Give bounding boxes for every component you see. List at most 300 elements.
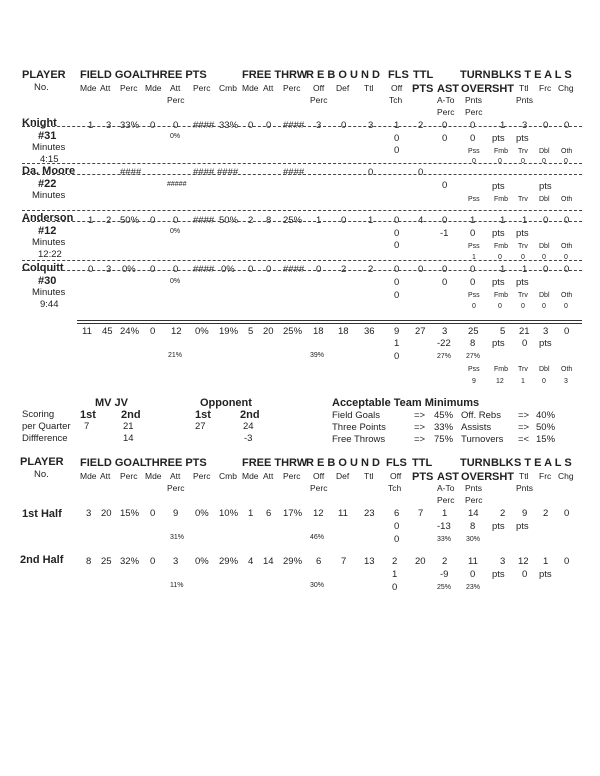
tp-att-perc: 31% xyxy=(170,534,185,541)
pss-value: 0 xyxy=(472,303,476,310)
tp-made-header: Mde xyxy=(145,471,162,481)
oth-value: 0 xyxy=(564,303,568,310)
totals-rule xyxy=(77,320,582,321)
ast: 2 xyxy=(442,556,448,567)
opp-second-header: 2nd xyxy=(240,409,260,421)
combined-perc: 19% xyxy=(219,326,239,337)
ast: 1 xyxy=(442,508,448,519)
fg-att: 3 xyxy=(106,120,112,131)
fg-made: 1 xyxy=(88,215,94,226)
steal-ttl-2: 0 xyxy=(522,338,528,349)
sht-pts-label: pts xyxy=(492,569,505,580)
ft-perc-header: Perc xyxy=(283,471,301,481)
opp-q1: 27 xyxy=(195,421,206,432)
min-or-label: Off. Rebs xyxy=(461,410,501,421)
steals-header: S T E A L S xyxy=(514,457,572,469)
steal-ttl-2: 0 xyxy=(522,569,528,580)
difference-label: Diffference xyxy=(22,433,68,444)
frc: 0 xyxy=(543,120,549,131)
combined-header: Cmb xyxy=(219,471,237,481)
over-perc-header: Perc xyxy=(465,495,483,505)
ft-made: 5 xyxy=(248,326,254,337)
tp-perc-header: Perc xyxy=(193,83,211,93)
over-perc: 23% xyxy=(466,584,481,591)
ft-made: 2 xyxy=(248,215,254,226)
steal-ttl: 1 xyxy=(522,264,528,275)
ft-perc-header: Perc xyxy=(283,83,301,93)
tp-made: 0 xyxy=(150,556,156,567)
reb-ttl: 23 xyxy=(364,508,375,519)
tp-made: 0 xyxy=(150,120,156,131)
tp-att: 0 xyxy=(173,264,179,275)
over-header: OVER xyxy=(461,83,493,95)
total-header: TTL xyxy=(412,457,433,469)
fls-3: 0 xyxy=(394,145,400,156)
ft-att: 0 xyxy=(266,120,272,131)
ft-made: 1 xyxy=(248,508,254,519)
fg-perc: #### xyxy=(120,167,142,178)
reb-off-header: Off xyxy=(313,83,325,93)
fg-att: 25 xyxy=(101,556,112,567)
field-goal-header: FIELD GOAL xyxy=(80,457,147,469)
frc-header: Frc xyxy=(539,471,552,481)
steal-ttl: 21 xyxy=(519,326,530,337)
player-header: PLAYER xyxy=(22,69,66,81)
trv-label: Trv xyxy=(518,366,528,373)
fls-1: 1 xyxy=(394,120,400,131)
block-header: BLK xyxy=(491,69,514,81)
arrow: =< xyxy=(518,434,530,445)
fouls-header: FLS xyxy=(386,457,407,469)
rebound-header: R E B O U N D xyxy=(306,457,380,469)
ast-to: 0 xyxy=(442,277,448,288)
dbl-label: Dbl xyxy=(539,196,550,203)
reb-def: 0 xyxy=(341,120,347,131)
oth-value: 3 xyxy=(564,378,568,385)
first-header: 1st xyxy=(80,409,96,421)
fmb-label: Fmb xyxy=(494,292,508,299)
ft-att: 0 xyxy=(266,264,272,275)
tp-made: 0 xyxy=(150,326,156,337)
steal-pts-label: pts xyxy=(516,228,529,239)
chg: 0 xyxy=(564,264,570,275)
sht-header: SHT xyxy=(492,83,514,95)
ft-perc: 25% xyxy=(283,215,303,226)
fls-2: 0 xyxy=(394,521,400,532)
steal-ttl-header: Ttl xyxy=(519,471,529,481)
arrow: => xyxy=(414,422,426,433)
tp-att: 0 xyxy=(173,120,179,131)
turn-header: TURN xyxy=(460,69,491,81)
dbl-value: 0 xyxy=(542,378,546,385)
tp-perc: #### xyxy=(193,215,215,226)
fg-att: 45 xyxy=(102,326,113,337)
sht-pts-label: pts xyxy=(492,338,505,349)
steal-ttl: 3 xyxy=(522,120,528,131)
chg: 0 xyxy=(564,508,570,519)
fls-3: 0 xyxy=(394,351,400,362)
fg-made: 8 xyxy=(86,556,92,567)
pts: 20 xyxy=(415,556,426,567)
fg-perc-header: Perc xyxy=(120,83,138,93)
ft-att: 6 xyxy=(266,508,272,519)
steal-ttl-header: Ttl xyxy=(519,83,529,93)
tp-perc-header: Perc xyxy=(193,471,211,481)
reb-off: 3 xyxy=(316,120,322,131)
dbl-value: 0 xyxy=(542,254,546,261)
fg-perc: 0% xyxy=(122,264,136,275)
tp-perc: #### xyxy=(193,167,215,178)
ato-perc-header: Perc xyxy=(437,495,455,505)
minutes-value: 9:44 xyxy=(40,299,59,310)
fls-2: 0 xyxy=(394,277,400,288)
min-as-value: 50% xyxy=(536,422,556,433)
tp-perc: 0% xyxy=(195,326,209,337)
total-header: TTL xyxy=(413,69,434,81)
fls-2: 1 xyxy=(394,338,400,349)
ast-header: AST xyxy=(437,471,459,483)
scoring-label: Scoring xyxy=(22,409,55,420)
pss-label: Pss xyxy=(468,196,480,203)
sht: 1 xyxy=(500,215,506,226)
ast-to: 0 xyxy=(442,180,448,191)
tp-att-perc: 0% xyxy=(170,133,181,140)
pts: 2 xyxy=(418,120,424,131)
reb-def: 11 xyxy=(338,508,348,519)
ft-made-header: Mde xyxy=(242,83,259,93)
fls-3: 0 xyxy=(394,534,400,545)
minutes-value: 4:15 xyxy=(40,154,59,165)
ast-to: -1 xyxy=(440,228,449,239)
fls-3: 0 xyxy=(394,240,400,251)
minutes-value: 12:22 xyxy=(38,249,62,260)
over-pnts: 0 xyxy=(470,228,476,239)
over-pnts: 8 xyxy=(470,338,476,349)
tp-att: 3 xyxy=(173,556,179,567)
tp-made-header: Mde xyxy=(145,83,162,93)
fmb-value: 12 xyxy=(496,378,504,385)
chg-header: Chg xyxy=(558,471,574,481)
reb-ttl: 13 xyxy=(364,556,375,567)
min-fg-label: Field Goals xyxy=(332,410,381,421)
sht-pts-label: pts xyxy=(492,181,505,192)
player-number: #12 xyxy=(38,225,57,237)
over: 0 xyxy=(470,264,476,275)
opp-diff: -3 xyxy=(244,433,253,444)
ast-to: -13 xyxy=(437,521,451,532)
fg-perc: 15% xyxy=(120,508,140,519)
fmb-label: Fmb xyxy=(494,148,508,155)
mv-jv-header: MV JV xyxy=(95,397,129,409)
row-divider xyxy=(22,270,582,271)
reb-ttl: 0 xyxy=(368,167,374,178)
fls-2: 0 xyxy=(394,133,400,144)
reb-def-header: Def xyxy=(336,83,350,93)
oth-value: 0 xyxy=(564,158,568,165)
player-number: #22 xyxy=(38,178,57,190)
combined-header: Cmb xyxy=(219,83,237,93)
dbl-label: Dbl xyxy=(539,366,550,373)
over: 0 xyxy=(470,120,476,131)
fg-att-header: Att xyxy=(100,83,111,93)
block-header: BLK xyxy=(491,457,514,469)
dbl-label: Dbl xyxy=(539,148,550,155)
tp-att-header: Att xyxy=(170,471,181,481)
steal-pts-label: pts xyxy=(539,181,552,192)
min-ft-value: 75% xyxy=(434,434,454,445)
over-pnts-header: Pnts xyxy=(465,483,483,493)
frc: 1 xyxy=(543,556,549,567)
fg-perc: 24% xyxy=(120,326,140,337)
frc: 3 xyxy=(543,326,549,337)
per-quarter-label: per Quarter xyxy=(22,421,71,432)
row-divider xyxy=(22,163,582,164)
opp-q2: 24 xyxy=(243,421,254,432)
fouls-header: FLS xyxy=(388,69,409,81)
min-or-value: 40% xyxy=(536,410,556,421)
reb-def: 7 xyxy=(341,556,347,567)
ato-header: A-To xyxy=(437,95,455,105)
steal-pts-label: pts xyxy=(516,133,529,144)
tp-att-perc: ##### xyxy=(167,181,187,188)
reb-def: 2 xyxy=(341,264,347,275)
trv-value: 0 xyxy=(521,254,525,261)
tp-att: 9 xyxy=(173,508,179,519)
fg-perc: 33% xyxy=(120,120,140,131)
frc: 0 xyxy=(543,264,549,275)
combined-perc: 50% xyxy=(219,215,239,226)
fg-made: 11 xyxy=(82,326,92,337)
fls-2: 0 xyxy=(394,228,400,239)
second-header: 2nd xyxy=(121,409,141,421)
player-number: #30 xyxy=(38,275,57,287)
ft-made: 0 xyxy=(248,120,254,131)
reb-ttl-header: Ttl xyxy=(364,471,374,481)
reb-off: 1 xyxy=(316,215,322,226)
arrow: => xyxy=(518,422,530,433)
trv-label: Trv xyxy=(518,292,528,299)
steal-ttl: 1 xyxy=(522,215,528,226)
sht: 1 xyxy=(500,264,506,275)
ast-to: -9 xyxy=(440,569,449,580)
fls-2: 1 xyxy=(392,569,398,580)
pss-label: Pss xyxy=(468,148,480,155)
tp-att-perc: 0% xyxy=(170,278,181,285)
pts: 0 xyxy=(418,167,424,178)
fls-1: 6 xyxy=(394,508,400,519)
tp-made: 0 xyxy=(150,508,156,519)
ft-made: 0 xyxy=(248,264,254,275)
fmb-value: 0 xyxy=(498,303,502,310)
reb-off-perc: 39% xyxy=(310,352,325,359)
player-number: #31 xyxy=(38,130,57,142)
steal-pts-label: pts xyxy=(516,277,529,288)
fls-off-header: Off xyxy=(391,83,403,93)
trv-label: Trv xyxy=(518,243,528,250)
fls-1: 9 xyxy=(394,326,400,337)
reb-off: 18 xyxy=(313,326,324,337)
arrow: => xyxy=(414,410,426,421)
fls-1: 2 xyxy=(392,556,398,567)
ft-att: 14 xyxy=(263,556,274,567)
fg-made-header: Mde xyxy=(80,83,97,93)
reb-ttl: 1 xyxy=(368,215,374,226)
over-header: OVER xyxy=(461,471,493,483)
row-divider xyxy=(22,221,582,222)
player-name: Anderson xyxy=(22,212,74,224)
fls-tch-header: Tch xyxy=(389,95,403,105)
fls-off-header: Off xyxy=(390,471,402,481)
fg-att: 20 xyxy=(101,508,112,519)
fg-perc: 32% xyxy=(120,556,140,567)
combined-perc: 0% xyxy=(221,264,235,275)
min-fg-value: 45% xyxy=(434,410,454,421)
min-tp-value: 33% xyxy=(434,422,454,433)
reb-ttl: 3 xyxy=(368,120,374,131)
fg-made: 1 xyxy=(88,120,94,131)
ft-att: 8 xyxy=(266,215,272,226)
dbl-label: Dbl xyxy=(539,292,550,299)
fmb-value: 0 xyxy=(498,254,502,261)
minutes-label: Minutes xyxy=(32,287,66,298)
tp-att-perc-header: Perc xyxy=(167,95,185,105)
trv-label: Trv xyxy=(518,196,528,203)
player-name: Knight xyxy=(22,117,57,129)
min-to-label: Turnovers xyxy=(461,434,504,445)
oth-label: Oth xyxy=(561,148,573,155)
ft-perc: 17% xyxy=(283,508,303,519)
over-perc-header: Perc xyxy=(465,107,483,117)
sht-header: SHT xyxy=(492,471,514,483)
fg-att: 3 xyxy=(106,264,112,275)
steal-ttl: 9 xyxy=(522,508,528,519)
tp-perc: #### xyxy=(193,120,215,131)
steals-header: S T E A L S xyxy=(514,69,572,81)
tp-made: 0 xyxy=(150,215,156,226)
oth-value: 0 xyxy=(564,254,568,261)
pts: 27 xyxy=(415,326,426,337)
combined-perc: 33% xyxy=(219,120,239,131)
ft-perc: #### xyxy=(283,167,305,178)
over: 11 xyxy=(468,556,478,567)
reb-off-perc: 46% xyxy=(310,534,325,541)
minimums-title: Acceptable Team Minimums xyxy=(332,397,480,409)
number-header: No. xyxy=(34,82,49,93)
sht-pts-label: pts xyxy=(492,521,505,532)
sht: 1 xyxy=(500,120,506,131)
fg-perc-header: Perc xyxy=(120,471,138,481)
tp-perc: #### xyxy=(193,264,215,275)
minutes-label: Minutes xyxy=(32,237,66,248)
pss-label: Pss xyxy=(468,292,480,299)
reb-off: 6 xyxy=(316,556,322,567)
trv-value: 0 xyxy=(521,158,525,165)
reb-ttl-header: Ttl xyxy=(364,83,374,93)
over-pnts: 8 xyxy=(470,521,476,532)
over: 14 xyxy=(468,508,479,519)
row-divider xyxy=(22,174,582,175)
steal-pts-label: pts xyxy=(539,569,552,580)
player-name: Colquitt xyxy=(22,262,64,274)
fmb-label: Fmb xyxy=(494,243,508,250)
reb-def-header: Def xyxy=(336,471,350,481)
ast: 0 xyxy=(442,264,448,275)
pts: 0 xyxy=(418,264,424,275)
over-perc: 27% xyxy=(466,353,481,360)
tp-att: 0 xyxy=(173,215,179,226)
reb-ttl: 36 xyxy=(364,326,375,337)
tp-att-perc-header: Perc xyxy=(167,483,185,493)
pss-label: Pss xyxy=(468,366,480,373)
reb-off-header: Off xyxy=(313,471,325,481)
steal-pts-label: pts xyxy=(516,521,529,532)
half-label: 2nd Half xyxy=(20,554,64,566)
pts-header: PTS xyxy=(412,471,434,483)
mv-q2: 21 xyxy=(123,421,134,432)
oth-label: Oth xyxy=(561,366,573,373)
combined-perc: #### xyxy=(217,167,239,178)
ast-perc: 25% xyxy=(437,584,452,591)
field-goal-header: FIELD GOAL xyxy=(80,69,147,81)
tp-att-header: Att xyxy=(170,83,181,93)
ast: 3 xyxy=(442,326,448,337)
ast-perc: 27% xyxy=(437,353,452,360)
arrow: => xyxy=(414,434,426,445)
reb-off-perc: 30% xyxy=(310,582,325,589)
fls-3: 0 xyxy=(392,582,398,593)
steal-pts-label: pts xyxy=(539,338,552,349)
sht: 5 xyxy=(500,326,506,337)
over-pnts: 0 xyxy=(470,569,476,580)
dbl-value: 0 xyxy=(542,158,546,165)
opp-first-header: 1st xyxy=(195,409,211,421)
ft-att-header: Att xyxy=(263,83,274,93)
opponent-header: Opponent xyxy=(200,397,252,409)
dbl-value: 0 xyxy=(542,303,546,310)
ast-to: -22 xyxy=(437,338,451,349)
trv-value: 0 xyxy=(521,303,525,310)
ato-header: A-To xyxy=(437,483,455,493)
tp-made: 0 xyxy=(150,264,156,275)
three-pts-header: THREE PTS xyxy=(145,457,207,469)
fls-1: 0 xyxy=(394,264,400,275)
steal-pnts-header: Pnts xyxy=(516,95,534,105)
pts: 7 xyxy=(418,508,424,519)
half-label: 1st Half xyxy=(22,508,62,520)
chg: 0 xyxy=(564,326,570,337)
ato-perc-header: Perc xyxy=(437,107,455,117)
combined-perc: 29% xyxy=(219,556,239,567)
pss-label: Pss xyxy=(468,243,480,250)
over-pnts: 0 xyxy=(470,277,476,288)
tp-perc: 0% xyxy=(195,556,209,567)
ft-perc: 25% xyxy=(283,326,303,337)
ft-att-header: Att xyxy=(263,471,274,481)
oth-label: Oth xyxy=(561,243,573,250)
combined-perc: 10% xyxy=(219,508,239,519)
dbl-label: Dbl xyxy=(539,243,550,250)
chg: 0 xyxy=(564,556,570,567)
min-tp-label: Three Points xyxy=(332,422,386,433)
rebound-header: R E B O U N D xyxy=(306,69,380,81)
pss-value: 1 xyxy=(472,254,476,261)
fg-att: 2 xyxy=(106,215,112,226)
over-pnts-header: Pnts xyxy=(465,95,483,105)
tp-att-perc: 0% xyxy=(170,228,181,235)
oth-label: Oth xyxy=(561,196,573,203)
min-to-value: 15% xyxy=(536,434,556,445)
fg-made: 3 xyxy=(86,508,92,519)
